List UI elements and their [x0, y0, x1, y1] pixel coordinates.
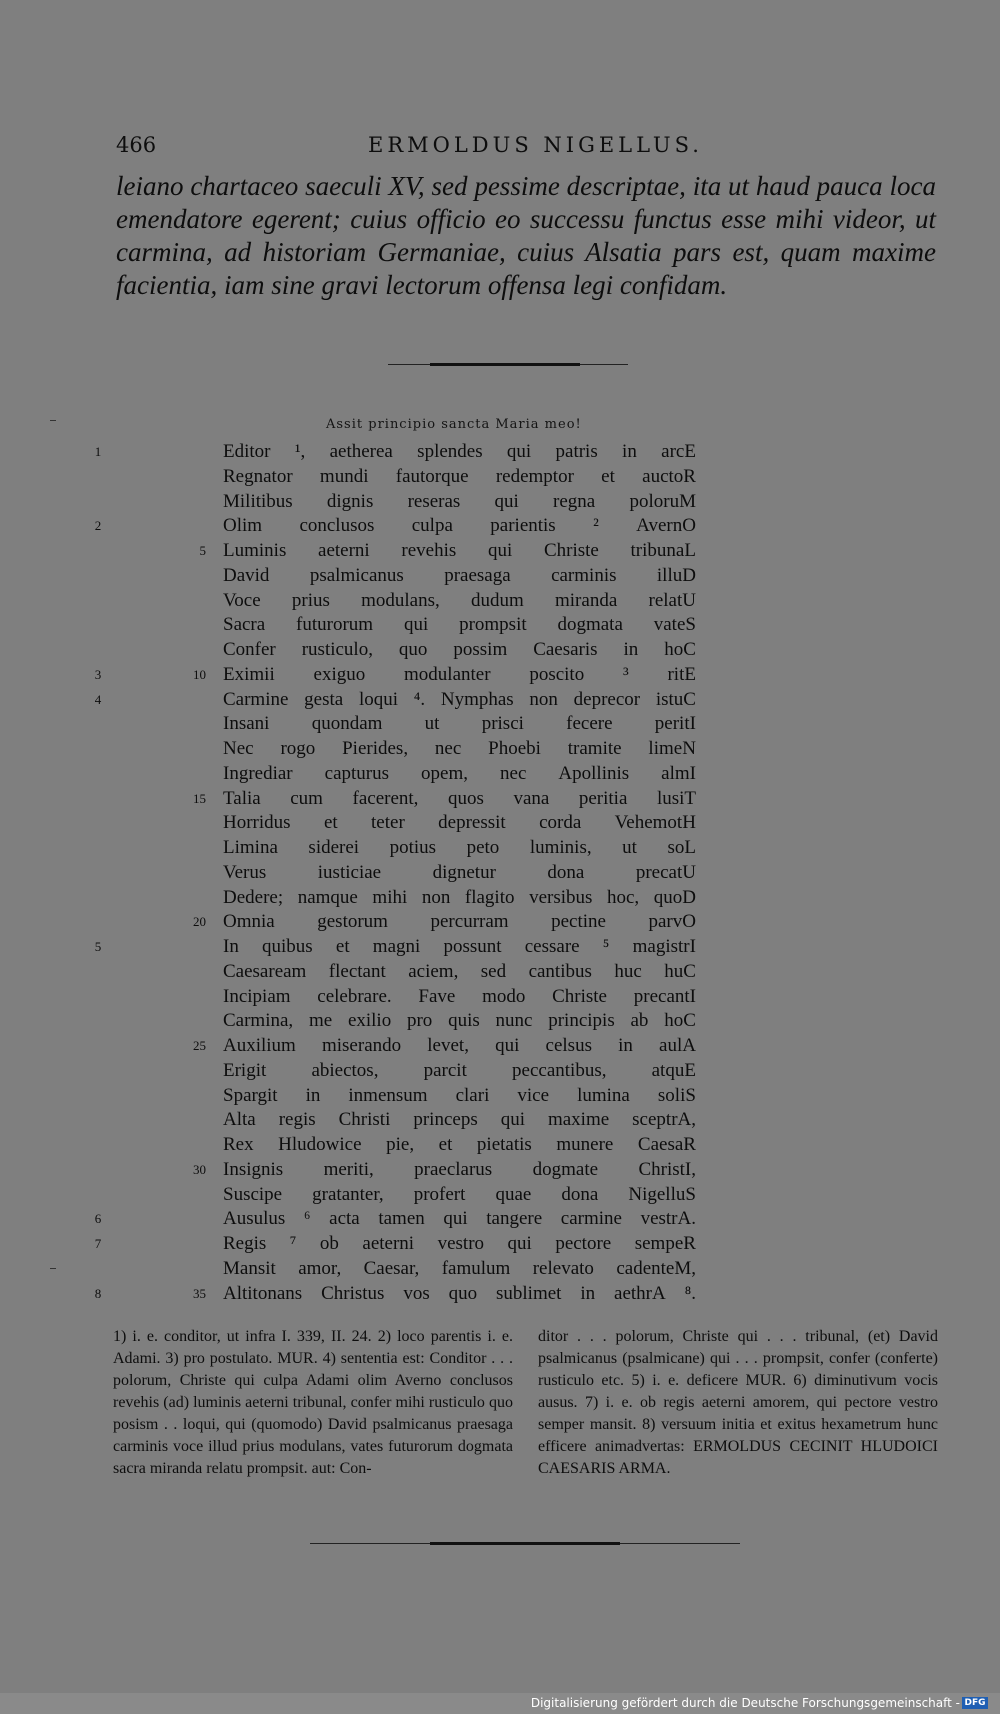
running-title: ERMOLDUS NIGELLUS. — [368, 133, 703, 157]
verse-text: Altitonans Christus vos quo sublimet in aethrA ⁸. — [223, 1282, 696, 1304]
verse-text: Erigit abiectos, parcit peccantibus, atquE — [223, 1059, 696, 1081]
verse-text: Carmina, me exilio pro quis nunc principis ab hoC — [223, 1010, 696, 1032]
verse-text: Spargit in inmensum clari vice lumina soliS — [223, 1084, 696, 1106]
verse-number: 35 — [193, 1285, 206, 1301]
footnotes-right-column — [538, 1326, 938, 1480]
verse-line — [0, 1084, 1000, 1109]
verse-line — [0, 1183, 1000, 1208]
verse-line — [0, 762, 1000, 787]
verse-text: Confer rusticulo, quo possim Caesaris in hoC — [223, 639, 696, 660]
verse-line — [0, 440, 1000, 465]
separator-rule-bottom-bold — [430, 1542, 620, 1545]
margin-mark — [50, 420, 56, 421]
verse-text: Horridus et teter depressit corda VehemotH — [223, 812, 696, 834]
verse-line — [0, 1034, 1000, 1059]
verse-text: Regnator mundi fautorque redemptor et auctoR — [223, 465, 696, 487]
verse-text: Limina siderei potius peto luminis, ut soL — [223, 837, 696, 858]
verse-text: Rex Hludowice pie, et pietatis munere CaesaR — [223, 1134, 696, 1155]
verse-text: Luminis aeterni revehis qui Christe tribunaL — [223, 540, 696, 561]
footnotes — [113, 1326, 938, 1480]
verse-line — [0, 1158, 1000, 1183]
dfg-logo-icon: DFG — [962, 1697, 988, 1709]
verse-text: Olim conclusos culpa parientis ² AvernO — [223, 515, 696, 537]
verse-text: Alta regis Christi princeps qui maxime sceptrA, — [223, 1109, 696, 1131]
footnotes-left-text: 1) i. e. conditor, ut infra I. 339, II. 24. 2) loco parentis i. e. Adami. 3) pro postulato. MUR. 4) sententia est: Conditor . . . polorum, Christe qui culpa Adami olim Averno conclusos revehis (ad) luminis aeterni tribunal, confer mihi rusticulo quo posism . . loqui, qui (quomodo) David psalmicanus praesaga carminis voce illud prius modulans, vates futurorum dogmata sacra miranda relatu prompsit. aut: Con- — [113, 1328, 513, 1477]
verse-line — [0, 910, 1000, 935]
verse-text: In quibus et magni possunt cessare ⁵ magistrI — [223, 936, 696, 957]
verse-line — [0, 589, 1000, 614]
verse-line — [0, 1282, 1000, 1307]
verse-text: Militibus dignis reseras qui regna poloruM — [223, 490, 696, 512]
separator-rule-bold — [430, 363, 580, 366]
verse-text: Ingrediar capturus opem, nec Apollinis almI — [223, 762, 696, 784]
verse-line — [0, 1257, 1000, 1282]
verse-number: 20 — [193, 914, 206, 930]
verse-line — [0, 539, 1000, 564]
verse-text: Incipiam celebrare. Fave modo Christe precantI — [223, 985, 696, 1007]
verse-text: Insani quondam ut prisci fecere peritI — [223, 713, 696, 735]
verse-line — [0, 1108, 1000, 1133]
margin-note-number: 4 — [94, 691, 102, 707]
verse-text: Carmine gesta loqui ⁴. Nymphas non deprecor istuC — [223, 688, 696, 710]
verse-text: Auxilium miserando levet, qui celsus in aulA — [223, 1035, 696, 1056]
margin-note-number: 7 — [94, 1236, 102, 1251]
verse-line — [0, 1232, 1000, 1257]
verse-number: 15 — [193, 790, 206, 806]
margin-note-number: 5 — [94, 939, 102, 954]
verse-text: Eximii exiguo modulanter poscito ³ ritE — [223, 663, 696, 685]
margin-note-number: 6 — [94, 1211, 102, 1227]
page-number: 466 — [116, 133, 157, 157]
poem — [0, 440, 1000, 1306]
verse-text: Omnia gestorum percurram pectine parvO — [223, 911, 696, 933]
verse-line — [0, 465, 1000, 490]
verse-line — [0, 886, 1000, 911]
verse-text: Voce prius modulans, dudum miranda relatU — [223, 589, 696, 611]
footnotes-left-column — [113, 1326, 513, 1480]
verse-line — [0, 613, 1000, 638]
verse-text: Mansit amor, Caesar, famulum relevato cadenteM, — [223, 1257, 696, 1279]
margin-note-number: 1 — [94, 444, 102, 459]
verse-number: 5 — [199, 543, 206, 558]
verse-line — [0, 638, 1000, 663]
verse-line — [0, 1059, 1000, 1084]
verse-line — [0, 712, 1000, 737]
verse-number: 25 — [193, 1038, 206, 1053]
intro-paragraph: leiano chartaceo saeculi XV, sed pessime descriptae, ita ut haud pauca loca emendatore egerent; cuius officio eo successu functus esse mihi videor, ut carmina, ad historiam Germaniae, cuius Alsatia pars est, quam maxime facientia, iam sine gravi lectorum offensa legi confidam. — [116, 171, 936, 300]
margin-note-number: 3 — [94, 666, 102, 682]
verse-line — [0, 861, 1000, 886]
verse-line — [0, 985, 1000, 1010]
verse-line — [0, 1009, 1000, 1034]
verse-text: Ausulus ⁶ acta tamen qui tangere carmine vestrA. — [223, 1208, 696, 1230]
verse-line — [0, 836, 1000, 861]
verse-line — [0, 811, 1000, 836]
verse-line — [0, 787, 1000, 812]
verse-line — [0, 1133, 1000, 1158]
footnotes-right-text: ditor . . . polorum, Christe qui . . . tribunal, (et) David psalmicanus (psalmicane) qui . . . prompsit, confer (conferte) rusticulo etc. 5) i. e. deficere MUR. 6) diminutivum vocis ausus. 7) i. e. ob regis aeterni amorem, qui pectore vestro semper mansit. 8) versuum initia et exitus hexametrum hunc efficere animadvertas: ERMOLDUS CECINIT HLUDOICI CAESARIS ARMA. — [538, 1328, 938, 1477]
verse-text: Verus iusticiae dignetur dona precatU — [223, 861, 696, 883]
verse-text: Dedere; namque mihi non flagito versibus hoc, quoD — [223, 886, 696, 908]
verse-line — [0, 960, 1000, 985]
verse-line — [0, 663, 1000, 688]
verse-number: 10 — [193, 666, 206, 682]
verse-line — [0, 688, 1000, 713]
verse-line — [0, 514, 1000, 539]
verse-text: Editor ¹, aetherea splendes qui patris in arcE — [223, 441, 696, 462]
verse-text: Caesaream flectant aciem, sed cantibus huc huC — [223, 960, 696, 982]
verse-number: 30 — [193, 1161, 206, 1177]
dfg-credit: Digitalisierung gefördert durch die Deutsche Forschungsgemeinschaft - — [530, 1696, 960, 1710]
verse-line — [0, 1207, 1000, 1232]
margin-note-number: 8 — [94, 1285, 102, 1301]
verse-line — [0, 564, 1000, 589]
margin-note-number: 2 — [94, 518, 102, 534]
verse-text: Suscipe gratanter, profert quae dona NigelluS — [223, 1183, 696, 1205]
verse-text: Regis ⁷ ob aeterni vestro qui pectore sempeR — [223, 1233, 696, 1254]
verse-text: Talia cum facerent, quos vana peritia lusiT — [223, 787, 696, 809]
incipit: Assit principio sancta Maria meo! — [326, 417, 582, 432]
verse-line — [0, 935, 1000, 960]
verse-text: David psalmicanus praesaga carminis illuD — [223, 564, 696, 586]
verse-line — [0, 737, 1000, 762]
verse-text: Sacra futurorum qui prompsit dogmata vateS — [223, 614, 696, 636]
verse-text: Nec rogo Pierides, nec Phoebi tramite limeN — [223, 738, 696, 759]
verse-line — [0, 490, 1000, 515]
verse-text: Insignis meriti, praeclarus dogmate ChristI, — [223, 1158, 696, 1180]
